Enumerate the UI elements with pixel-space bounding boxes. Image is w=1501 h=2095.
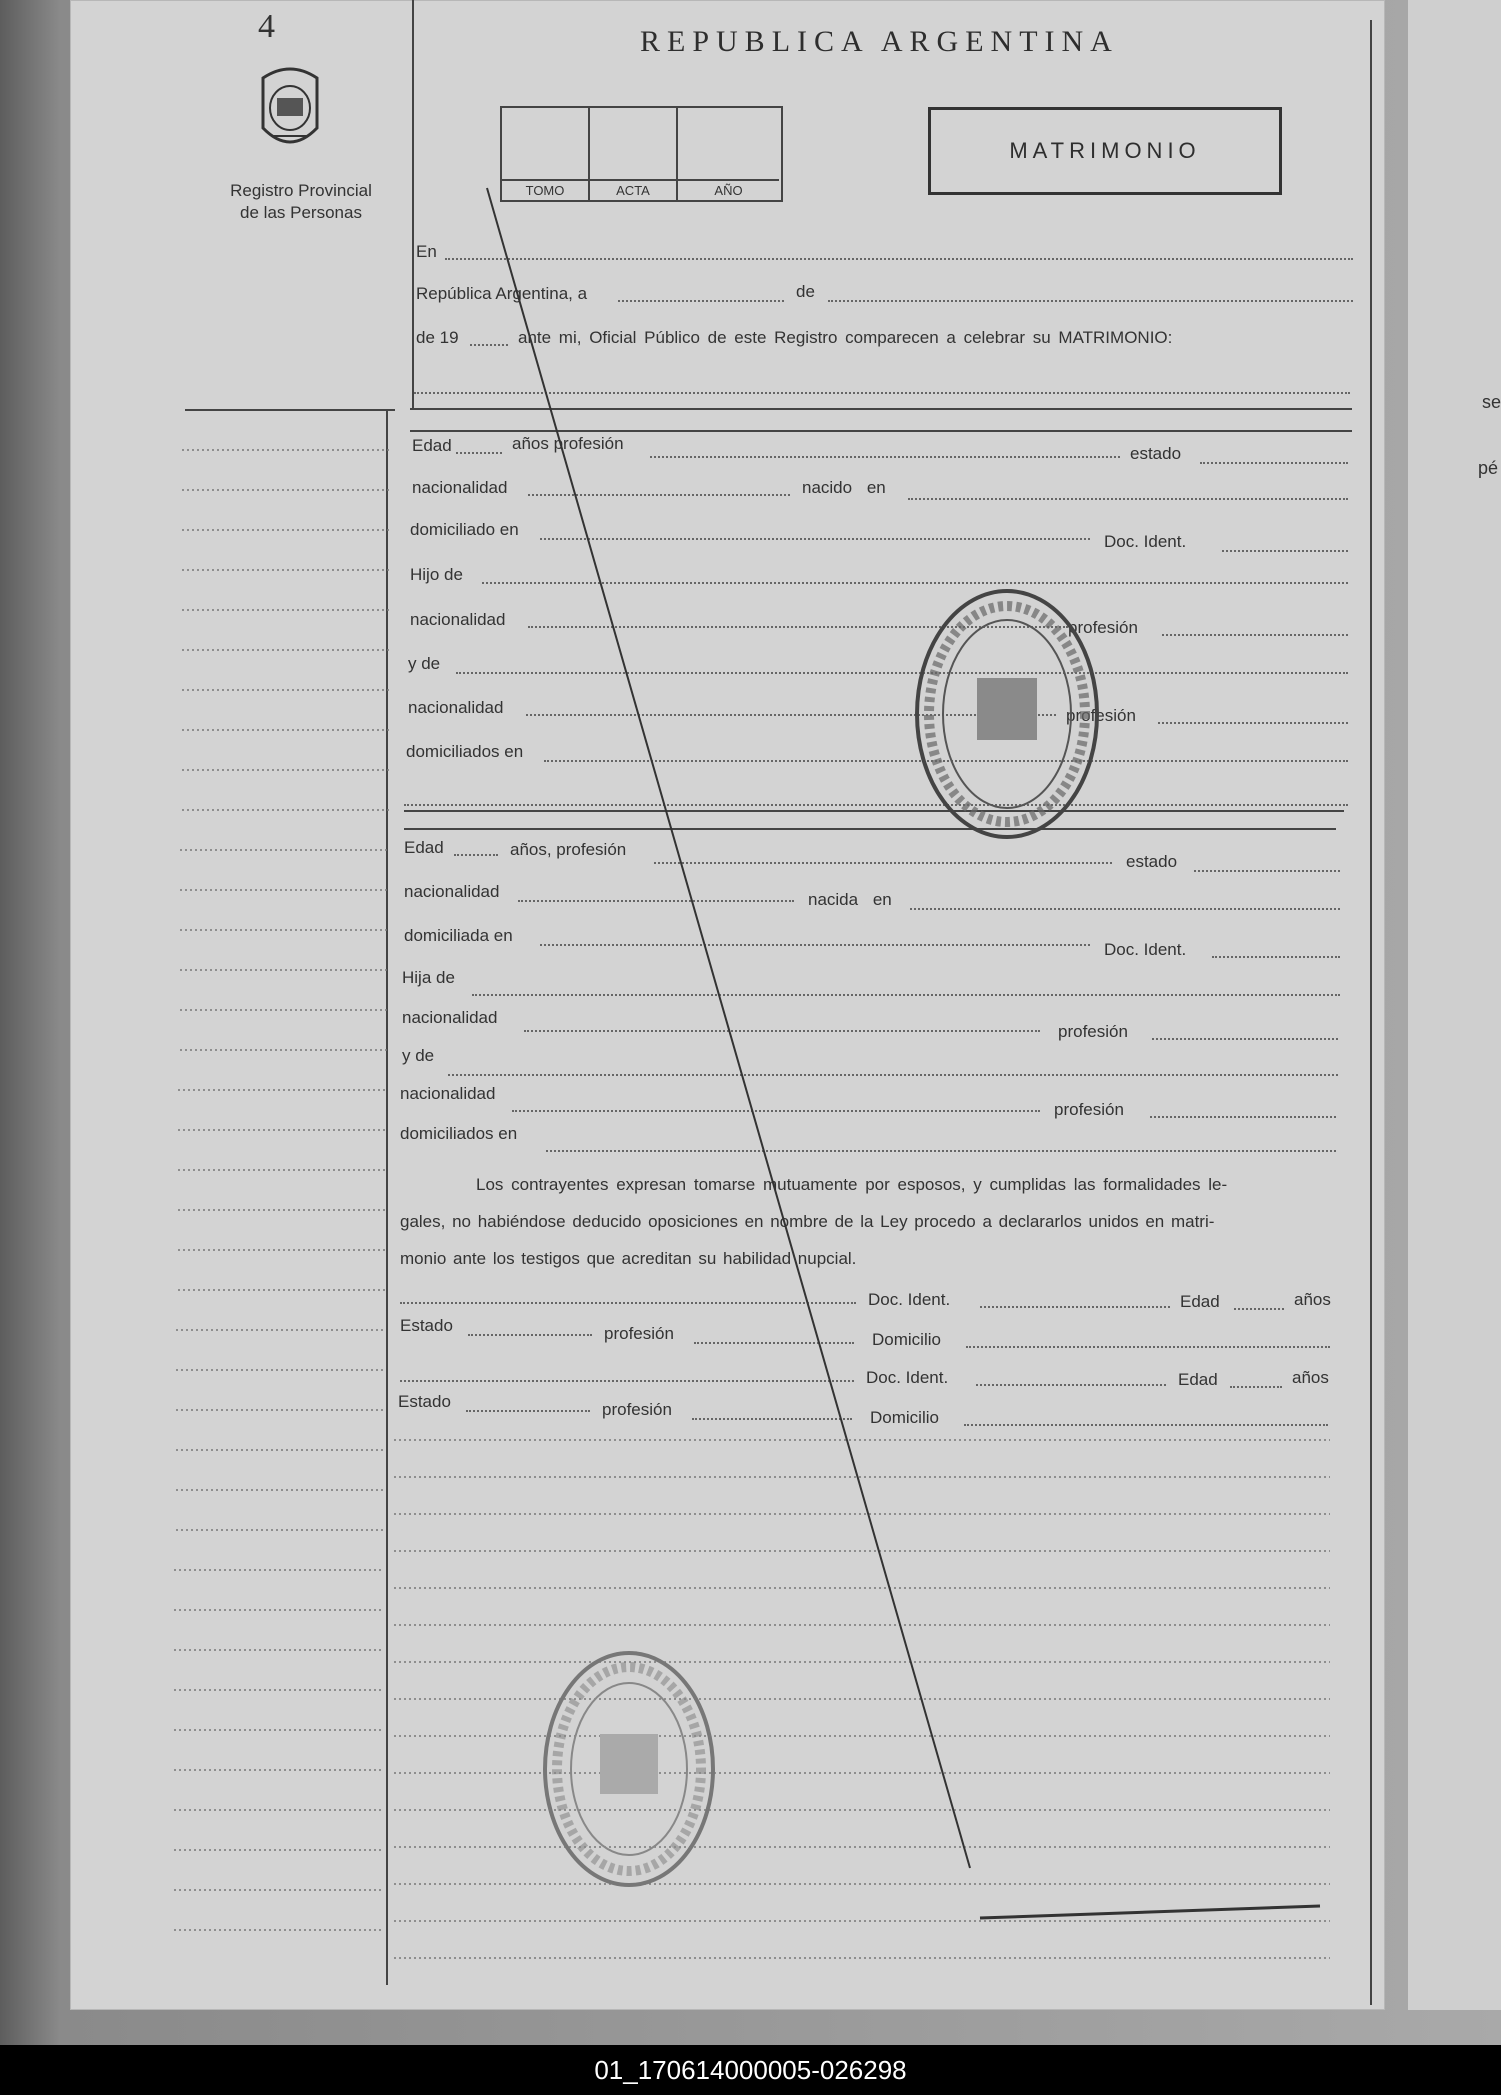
intro-en-label: En [416, 242, 437, 261]
ref-cell-acta: ACTA [590, 108, 678, 200]
ref-cell-tomo: TOMO [502, 108, 590, 200]
bride-estado-label: estado [1126, 852, 1178, 871]
witness1-doc-label: Doc. Ident. [868, 1290, 951, 1309]
groom-profesion-label: años profesión [512, 434, 624, 453]
facing-page-fragment-1: se [1482, 392, 1501, 412]
groom-prof-padre-label: profesión [1068, 618, 1138, 637]
bride-doc-label: Doc. Ident. [1104, 940, 1187, 959]
bride-edad-label: Edad [404, 838, 444, 857]
intro-year-label: de 19 [416, 328, 459, 347]
bride-nac-madre-label: nacionalidad [400, 1084, 496, 1103]
bride-profesion-label: años, profesión [510, 840, 627, 859]
witness1-anos-label: años [1294, 1290, 1331, 1309]
bride-domicilio-label: domiciliada en [404, 926, 513, 945]
bride-prof-madre-label: profesión [1054, 1100, 1124, 1119]
bride-y-de-label: y de [402, 1046, 435, 1065]
act-type-box: MATRIMONIO [928, 107, 1282, 195]
witness2-domicilio-label: Domicilio [870, 1408, 939, 1427]
witness1-estado-label: Estado [400, 1316, 453, 1335]
groom-nacionalidad-label: nacionalidad [412, 478, 508, 497]
groom-nac-madre-label: nacionalidad [408, 698, 504, 717]
bride-nacida-label: nacida en [808, 890, 892, 909]
declaration-line-3: monio ante los testigos que acreditan su habilidad nupcial. [400, 1249, 857, 1268]
declaration-line-1: Los contrayentes expresan tomarse mutuamente por esposos, y cumplidas las formalidades le- [476, 1175, 1228, 1194]
official-stamp-1-icon [912, 586, 1102, 842]
bride-nacionalidad-label: nacionalidad [404, 882, 500, 901]
groom-nacido-label: nacido en [802, 478, 886, 497]
intro-republica-label: República Argentina, a [416, 284, 588, 303]
ref-cell-ano: AÑO [678, 108, 779, 200]
witness1-edad-label: Edad [1180, 1292, 1220, 1311]
witness2-anos-label: años [1292, 1368, 1329, 1387]
witness2-estado-label: Estado [398, 1392, 451, 1411]
witness2-doc-label: Doc. Ident. [866, 1368, 949, 1387]
bride-domiciliados-label: domiciliados en [400, 1124, 518, 1143]
groom-hijo-label: Hijo de [410, 565, 463, 584]
registry-name: Registro Provincial de las Personas [230, 181, 372, 222]
groom-nac-padre-label: nacionalidad [410, 610, 506, 629]
groom-y-de-label: y de [408, 654, 441, 673]
official-stamp-2-icon [540, 1648, 718, 1890]
witness1-profesion-label: profesión [604, 1324, 674, 1343]
intro-ante-mi-text: ante mi, Oficial Público de este Registro comparecen a celebrar su MATRIMONIO: [518, 328, 1173, 347]
groom-domiciliados-label: domiciliados en [406, 742, 524, 761]
page-number: 4 [258, 8, 275, 45]
groom-edad-label: Edad [412, 436, 452, 455]
groom-prof-madre-label: profesión [1066, 706, 1136, 725]
witness1-domicilio-label: Domicilio [872, 1330, 941, 1349]
intro-de-label: de [796, 282, 815, 301]
country-title: REPUBLICA ARGENTINA [640, 25, 1119, 58]
bride-hija-label: Hija de [402, 968, 455, 987]
facing-page-fragment-2: pé [1478, 458, 1499, 478]
declaration-line-2: gales, no habiéndose deducido oposiciones en nombre de la Ley procedo a declararlos unidos en matri- [400, 1212, 1215, 1231]
groom-domicilio-label: domiciliado en [410, 520, 519, 539]
groom-estado-label: estado [1130, 444, 1182, 463]
bride-prof-padre-label: profesión [1058, 1022, 1128, 1041]
witness2-profesion-label: profesión [602, 1400, 672, 1419]
bride-nac-padre-label: nacionalidad [402, 1008, 498, 1027]
groom-doc-label: Doc. Ident. [1104, 532, 1187, 551]
witness2-edad-label: Edad [1178, 1370, 1218, 1389]
scan-caption: 01_170614000005-026298 [0, 2045, 1501, 2095]
